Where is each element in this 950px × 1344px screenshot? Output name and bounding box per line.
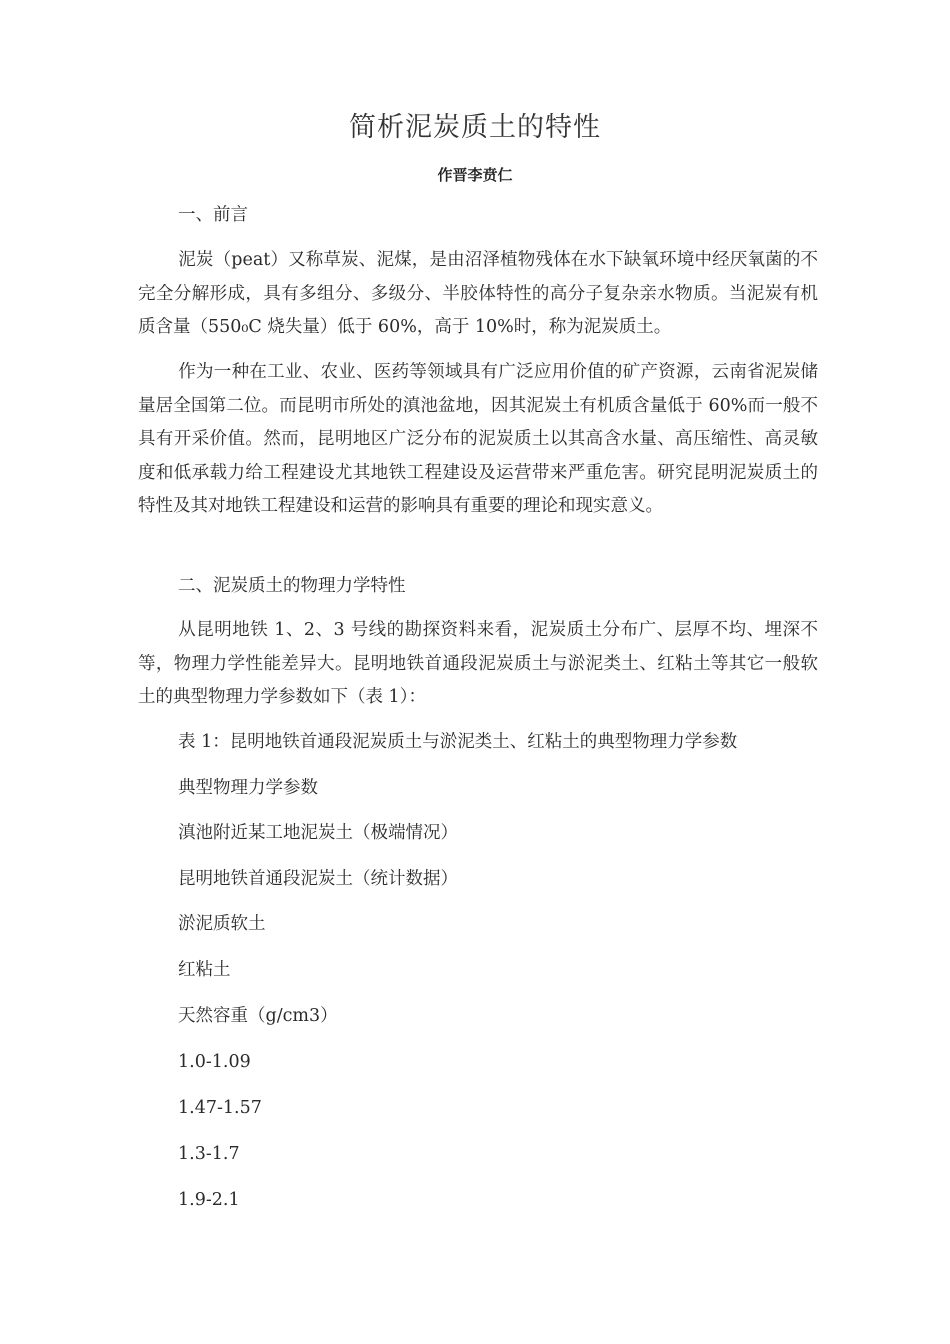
paragraph-kunming-peat [138, 356, 818, 524]
table-line: 典型物理力学参数 [178, 778, 318, 798]
paragraph-text: 作为一种在工业、农业、医药等领域具有广泛应用价值的矿产资源，云南省泥炭储量居全国第二位。而昆明市所处的滇池盆地，因其泥炭土有机质含量低于 60%而一般不具有开采价值。然而，昆明地区广泛分布的泥炭质土以其高含水量、高压缩性、高灵敏度和低承载力给工程建设尤其地铁工程建设及运营带来严重危害。研究昆明泥炭质土的特性及其对地铁工程建设和运营的影响具有重要的理论和现实意义。 [138, 362, 818, 516]
table-line: 淤泥质软土 [178, 914, 266, 934]
document-author: 作晋李贲仁 [437, 166, 513, 184]
paragraph-text: 从昆明地铁 1、2、3 号线的勘探资料来看，泥炭质土分布广、层厚不均、埋深不等，物理力学性能差异大。昆明地铁首通段泥炭质土与淤泥类土、红粘土等其它一般软土的典型物理力学参数如下（表 1）： [138, 620, 818, 707]
table-line: 1.0-1.09 [178, 1052, 251, 1072]
table-line: 红粘土 [178, 960, 231, 980]
table-line: 滇池附近某工地泥炭土（极端情况） [178, 823, 458, 843]
table-line: 1.9-2.1 [178, 1190, 240, 1210]
table-line: 昆明地铁首通段泥炭土（统计数据） [178, 869, 458, 889]
table-line: 1.3-1.7 [178, 1144, 240, 1164]
table-line: 1.47-1.57 [178, 1098, 262, 1118]
paragraph-survey-data [138, 614, 818, 715]
paragraph-text: 泥炭（peat）又称草炭、泥煤，是由沼泽植物残体在水下缺氧环境中经厌氧菌的不完全分解形成，具有多组分、多级分、半胶体特性的高分子复杂亲水物质。当泥炭有机质含量（550₀C 烧失量）低于 60%，高于 10%时，称为泥炭质土。 [138, 250, 818, 337]
paragraph-peat-definition [138, 244, 818, 345]
document-title: 简析泥炭质土的特性 [349, 112, 601, 143]
section-heading-properties: 二、泥炭质土的物理力学特性 [178, 576, 406, 596]
table-caption: 表 1：昆明地铁首通段泥炭质土与淤泥类土、红粘土的典型物理力学参数 [178, 732, 738, 752]
table-line: 天然容重（g/cm3） [178, 1006, 338, 1026]
section-heading-preface: 一、前言 [178, 205, 248, 225]
